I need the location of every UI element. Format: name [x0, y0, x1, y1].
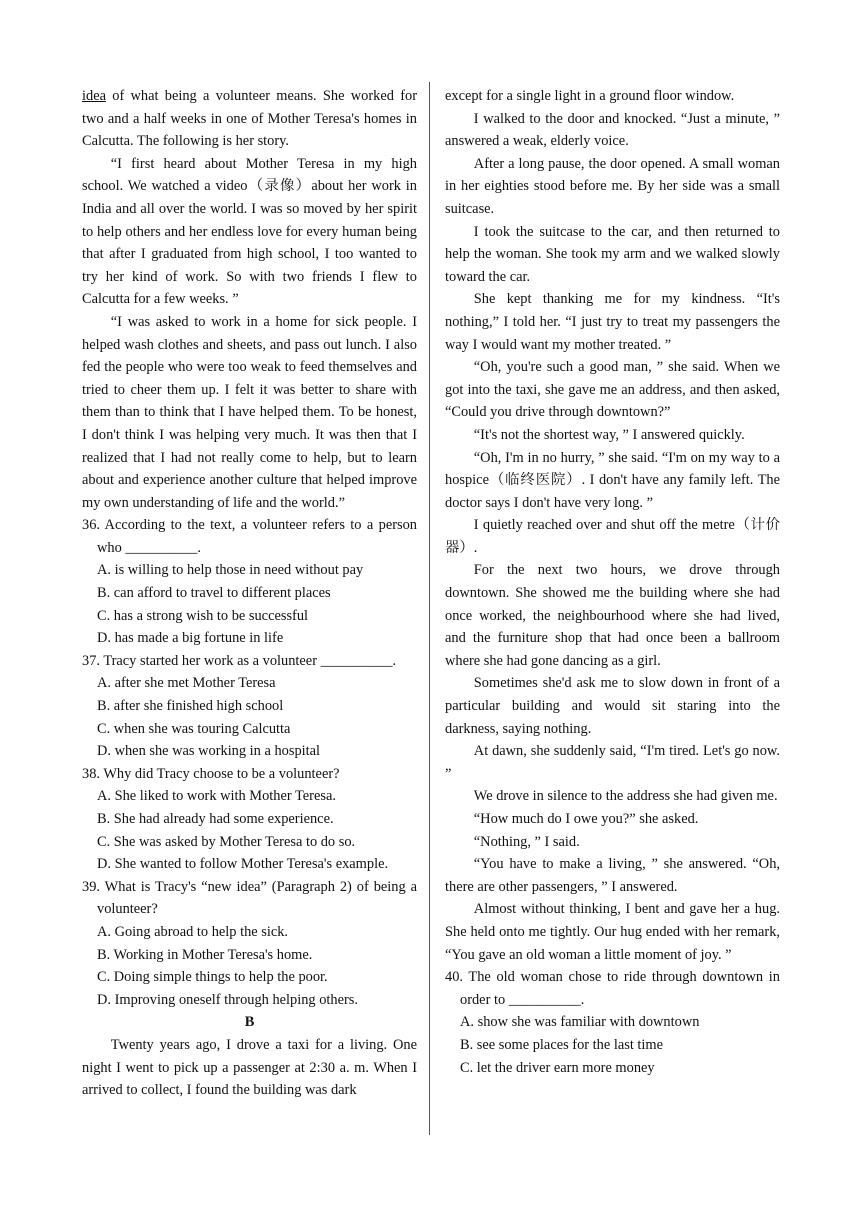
passage-b-paragraph: I quietly reached over and shut off the metre（计价器）. — [445, 517, 780, 556]
option-b[interactable]: B. see some places for the last time — [460, 1036, 664, 1053]
right-column — [445, 85, 780, 1079]
option-c[interactable]: C. when she was touring Calcutta — [97, 720, 291, 737]
question-stem: 36. According to the text, a volunteer refers to a person who __________. — [82, 517, 417, 556]
column-divider — [429, 82, 430, 1135]
option-c[interactable]: C. has a strong wish to be successful — [97, 607, 309, 624]
option-a[interactable]: A. Going abroad to help the sick. — [97, 923, 289, 940]
option-c[interactable]: C. She was asked by Mother Teresa to do so. — [97, 833, 356, 850]
option-b[interactable]: B. can afford to travel to different places — [97, 585, 331, 602]
option-d[interactable]: D. She wanted to follow Mother Teresa's example. — [97, 856, 389, 873]
section-b-heading: B — [244, 1014, 255, 1031]
passage-b-paragraph: Almost without thinking, I bent and gave her a hug. She held onto me tightly. Our hug ended with her remark, “You gave an old woman a little moment of joy. ” — [445, 901, 780, 963]
question-stem: 39. What is Tracy's “new idea” (Paragraph 2) of being a volunteer? — [82, 878, 417, 918]
question-38 — [82, 763, 417, 876]
passage-b-paragraph: “You have to make a living, ” she answered. “Oh, there are other passengers, ” I answered. — [445, 856, 780, 895]
passage-a-paragraph-2: “I first heard about Mother Teresa in my high school. We watched a video（录像）about her work in India and all over the world. I was so moved by her spirit to help others and her endless love for every human being that after I graduated from high school, I too wanted to try her kind of work. So with two friends I flew to Calcutta for a few weeks. ” — [82, 155, 417, 308]
passage-a-paragraph-3: “I was asked to work in a home for sick people. I helped wash clothes and sheets, and pass out lunch. I also fed the people who were too weak to feed themselves and tried to cheer them up. I felt it was better to share with them than to think that I have helped them. To be honest, I don't think I was helping very much. It was then that I realized that I had not really come to help, but to learn about and experience another culture that helped improve my own understanding of life and the world.” — [82, 313, 417, 511]
option-a[interactable]: A. is willing to help those in need without pay — [97, 562, 364, 579]
question-36 — [82, 514, 417, 650]
passage-b-paragraph: “How much do I owe you?” she asked. — [473, 811, 699, 827]
passage-b-paragraph: At dawn, she suddenly said, “I'm tired. Let's go now. ” — [445, 743, 780, 782]
passage-b-paragraph: For the next two hours, we drove through downtown. She showed me the building where she had once worked, the neighbourhood where she had lived, and the furniture shop that had once been a ballroom where she had gone dancing as a girl. — [445, 562, 780, 669]
passage-b-paragraph: I took the suitcase to the car, and then returned to help the woman. She took my arm and we walked slowly toward the car. — [445, 223, 780, 285]
passage-b-paragraph: Sometimes she'd ask me to slow down in front of a particular building and would sit staring into the darkness, saying nothing. — [445, 675, 780, 737]
question-stem: 37. Tracy started her work as a volunteer __________. — [82, 652, 397, 669]
option-a[interactable]: A. show she was familiar with downtown — [460, 1014, 700, 1031]
option-b[interactable]: B. after she finished high school — [97, 698, 284, 715]
option-b[interactable]: B. She had already had some experience. — [97, 811, 334, 827]
passage-b-paragraph: “Oh, you're such a good man, ” she said. When we got into the taxi, she gave me an address, and then asked, “Could you drive through downtown?” — [445, 359, 780, 421]
question-39 — [82, 876, 417, 1012]
passage-b-paragraph: She kept thanking me for my kindness. “It's nothing,” I told her. “I just try to treat my passengers the way I would want my mother treated. ” — [445, 291, 780, 353]
passage-b-paragraph: “Oh, I'm in no hurry, ” she said. “I'm on my way to a hospice（临终医院）. I don't have any family left. The doctor says I don't have very long. ” — [445, 449, 780, 511]
question-stem: 40. The old woman chose to ride through downtown in order to __________. — [445, 969, 780, 1008]
option-c[interactable]: C. let the driver earn more money — [460, 1059, 655, 1076]
option-c[interactable]: C. Doing simple things to help the poor. — [97, 969, 328, 986]
option-a[interactable]: A. after she met Mother Teresa — [97, 675, 276, 692]
passage-b-continuation: except for a single light in a ground floor window. — [445, 88, 735, 104]
passage-b-paragraph: After a long pause, the door opened. A small woman in her eighties stood before me. By her side was a small suitcase. — [445, 155, 780, 217]
paragraph-text: of what being a volunteer means. She worked for two and a half weeks in one of Mother Teresa's homes in Calcutta. The following is her story. — [82, 88, 417, 150]
question-stem: 38. Why did Tracy choose to be a volunteer? — [82, 765, 340, 782]
passage-b-paragraph: “It's not the shortest way, ” I answered quickly. — [473, 426, 745, 443]
option-a[interactable]: A. She liked to work with Mother Teresa. — [97, 788, 336, 805]
passage-b-paragraph: We drove in silence to the address she had given me. — [473, 788, 778, 805]
question-40 — [445, 966, 780, 1079]
passage-b-paragraph-1: Twenty years ago, I drove a taxi for a living. One night I went to pick up a passenger at 2:30 a. m. When I arrived to collect, I found the building was dark — [82, 1036, 417, 1099]
option-d[interactable]: D. Improving oneself through helping others. — [97, 991, 358, 1008]
question-37 — [82, 650, 417, 763]
option-d[interactable]: D. has made a big fortune in life — [97, 630, 284, 647]
passage-a-paragraph-1 — [82, 85, 417, 153]
underlined-word: idea — [82, 88, 106, 104]
option-d[interactable]: D. when she was working in a hospital — [97, 743, 321, 760]
passage-b-paragraph: I walked to the door and knocked. “Just a minute, ” answered a weak, elderly voice. — [445, 110, 780, 150]
passage-b-paragraph: “Nothing, ” I said. — [473, 833, 580, 850]
option-b[interactable]: B. Working in Mother Teresa's home. — [97, 946, 313, 963]
left-column — [82, 85, 417, 1102]
